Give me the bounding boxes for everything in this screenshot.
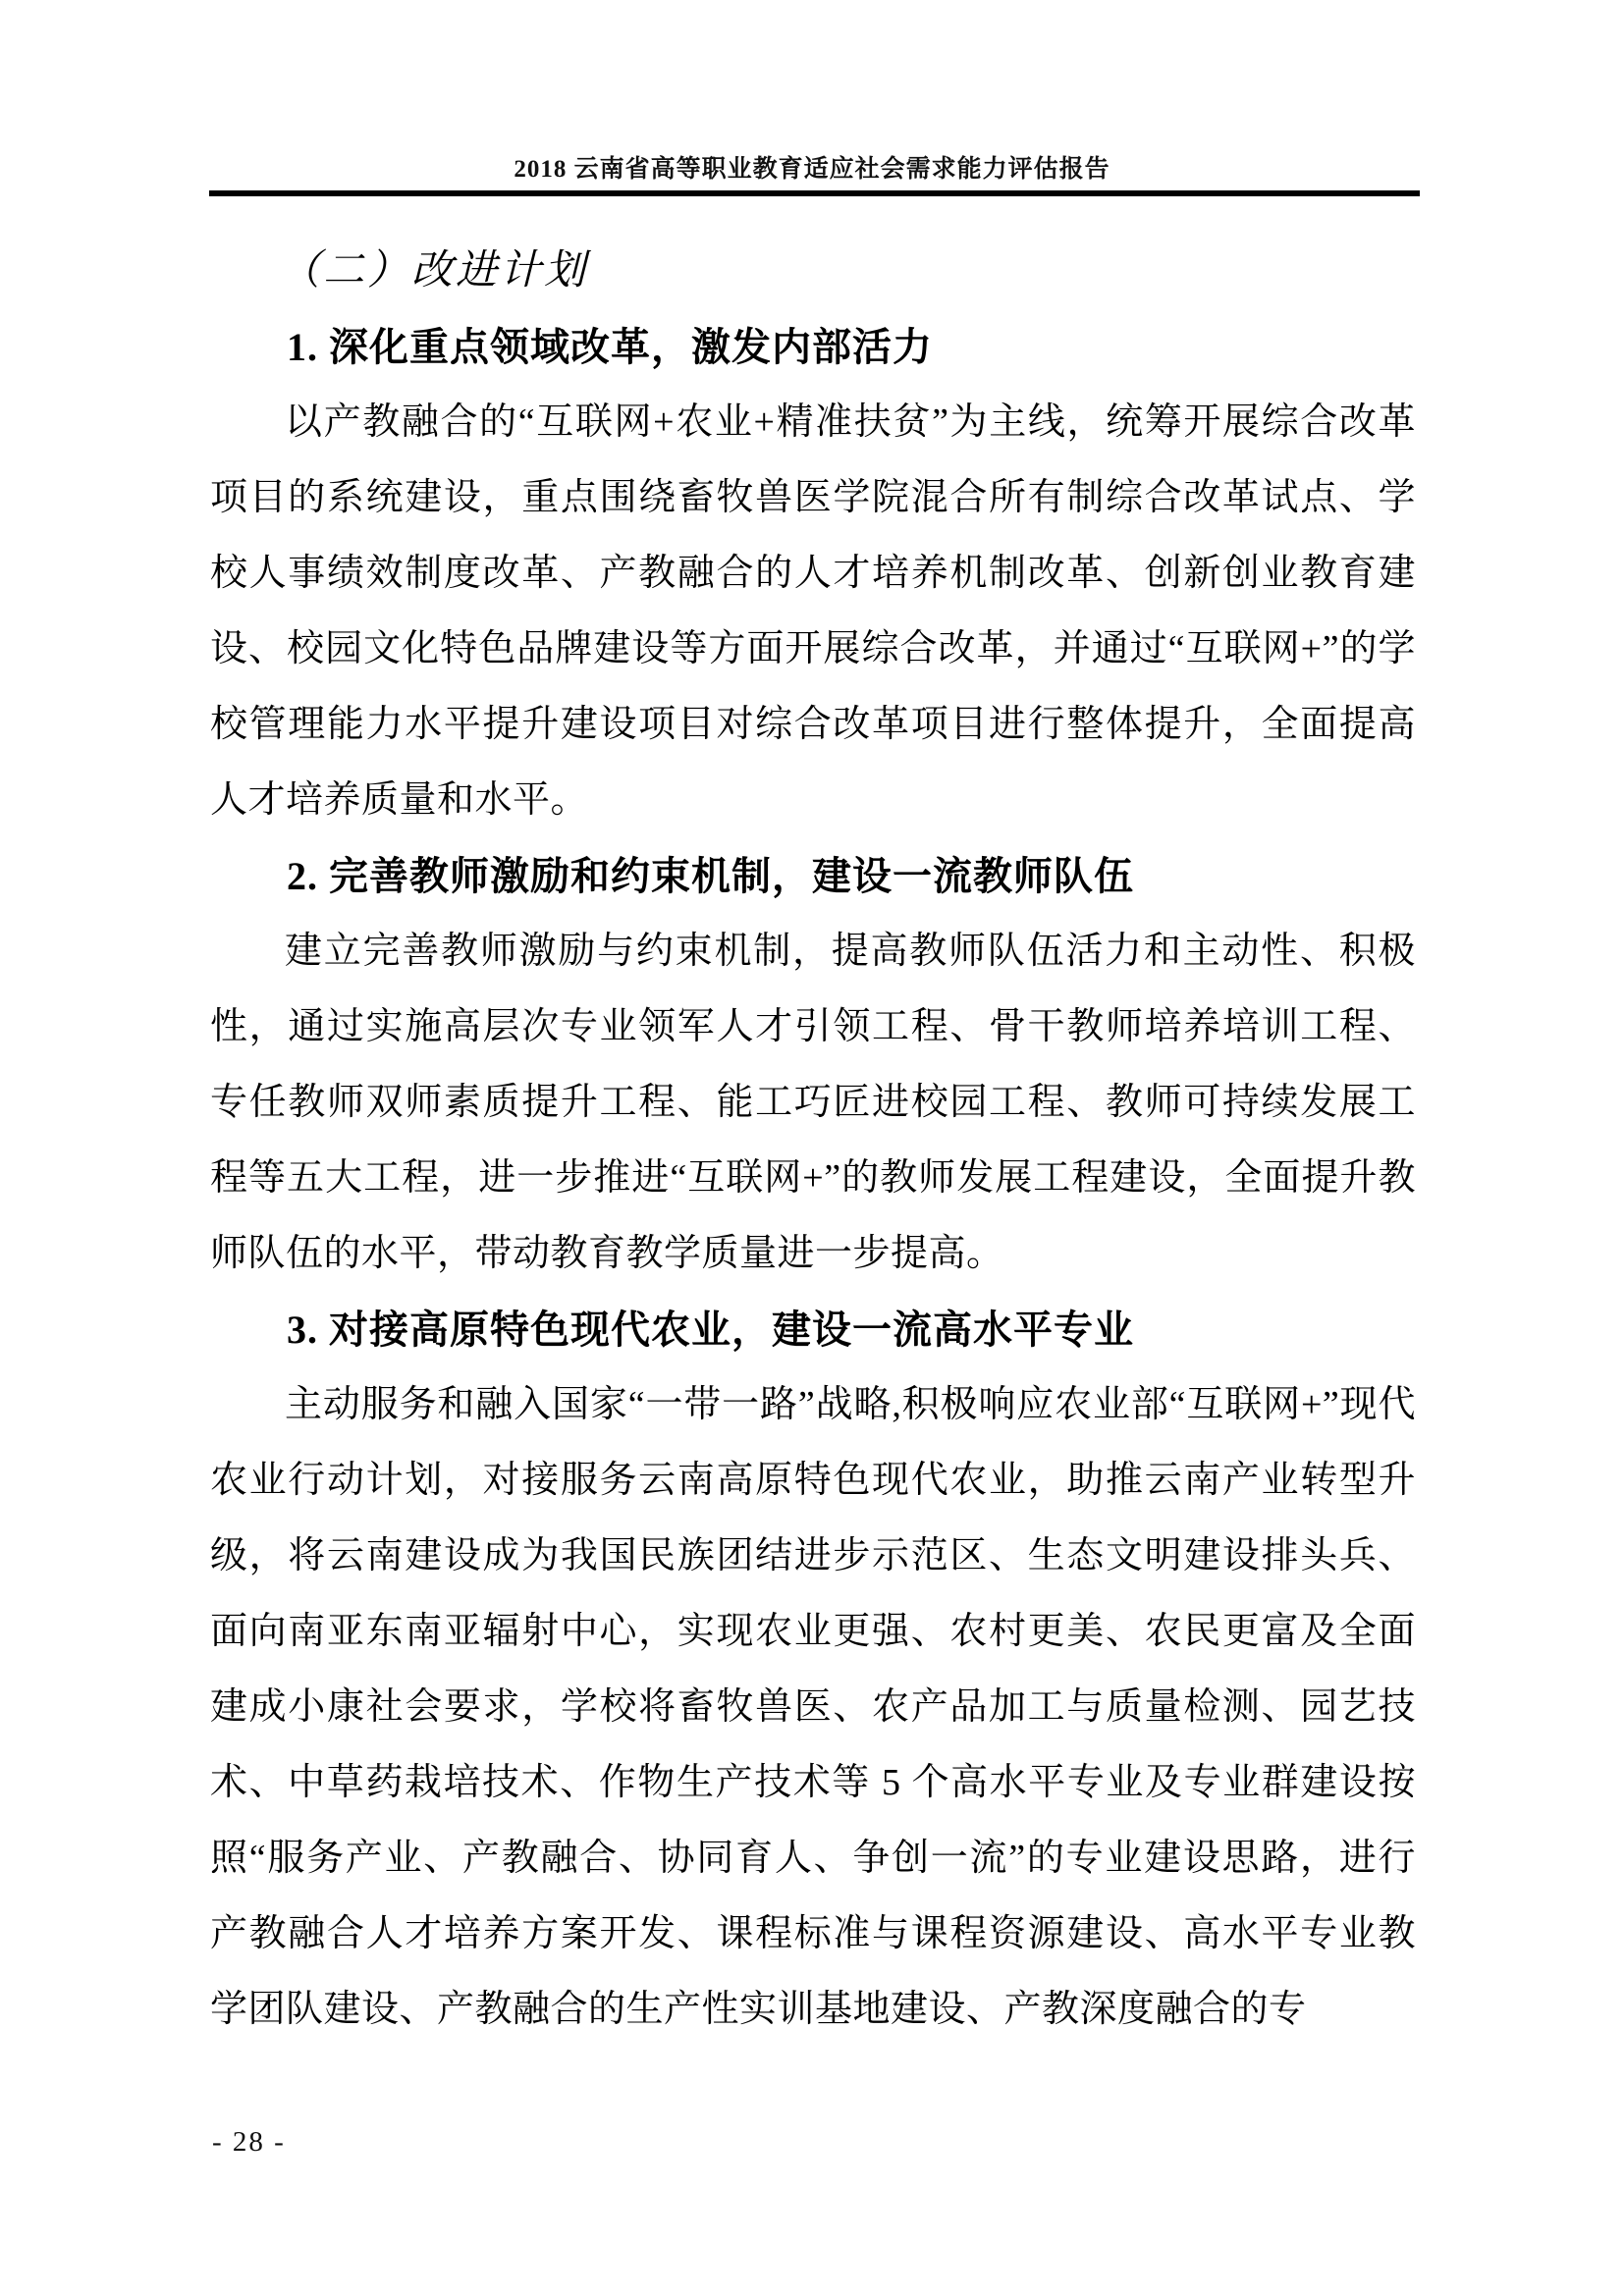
document-body: [210, 234, 1416, 2048]
section-title: （二）改进计划: [279, 248, 589, 294]
running-header-title: 2018 云南省高等职业教育适应社会需求能力评估报告: [514, 156, 1110, 183]
subsection-2: [210, 838, 1416, 1292]
subsection-2-heading: 2. 完善教师激励和约束机制，建设一流教师队伍: [287, 854, 1134, 898]
subsection-3: [210, 1292, 1416, 2048]
subsection-1-heading: 1. 深化重点领域改革，激发内部活力: [287, 325, 933, 369]
subsection-1-paragraph: 以产教融合的“互联网+农业+精准扶贫”为主线，统筹开展综合改革项目的系统建设，重点围绕畜牧兽医学院混合所有制综合改革试点、学校人事绩效制度改革、产教融合的人才培养机制改革、创新创业教育建设、校园文化特色品牌建设等方面开展综合改革，并通过“互联网+”的学校管理能力水平提升建设项目对综合改革项目进行整体提升，全面提高人才培养质量和水平。: [210, 401, 1416, 821]
page-number: - 28 -: [212, 2126, 286, 2158]
header-rule: [209, 190, 1420, 196]
subsection-3-heading: 3. 对接高原特色现代农业，建设一流高水平专业: [287, 1308, 1134, 1352]
subsection-2-paragraph: 建立完善教师激励与约束机制，提高教师队伍活力和主动性、积极性，通过实施高层次专业领军人才引领工程、骨干教师培养培训工程、专任教师双师素质提升工程、能工巧匠进校园工程、教师可持续发展工程等五大工程，进一步推进“互联网+”的教师发展工程建设，全面提升教师队伍的水平，带动教育教学质量进一步提高。: [210, 931, 1416, 1274]
subsection-3-paragraph: 主动服务和融入国家“一带一路”战略,积极响应农业部“互联网+”现代农业行动计划，对接服务云南高原特色现代农业，助推云南产业转型升级，将云南建设成为我国民族团结进步示范区、生态文明建设排头兵、面向南亚东南亚辐射中心，实现农业更强、农村更美、农民更富及全面建成小康社会要求，学校将畜牧兽医、农产品加工与质量检测、园艺技术、中草药栽培技术、作物生产技术等 5 个高水平专业及专业群建设按照“服务产业、产教融合、协同育人、争创一流”的专业建设思路，进行产教融合人才培养方案开发、课程标准与课程资源建设、高水平专业教学团队建设、产教融合的生产性实训基地建设、产教深度融合的专: [210, 1384, 1416, 2030]
subsection-1: [210, 309, 1416, 838]
